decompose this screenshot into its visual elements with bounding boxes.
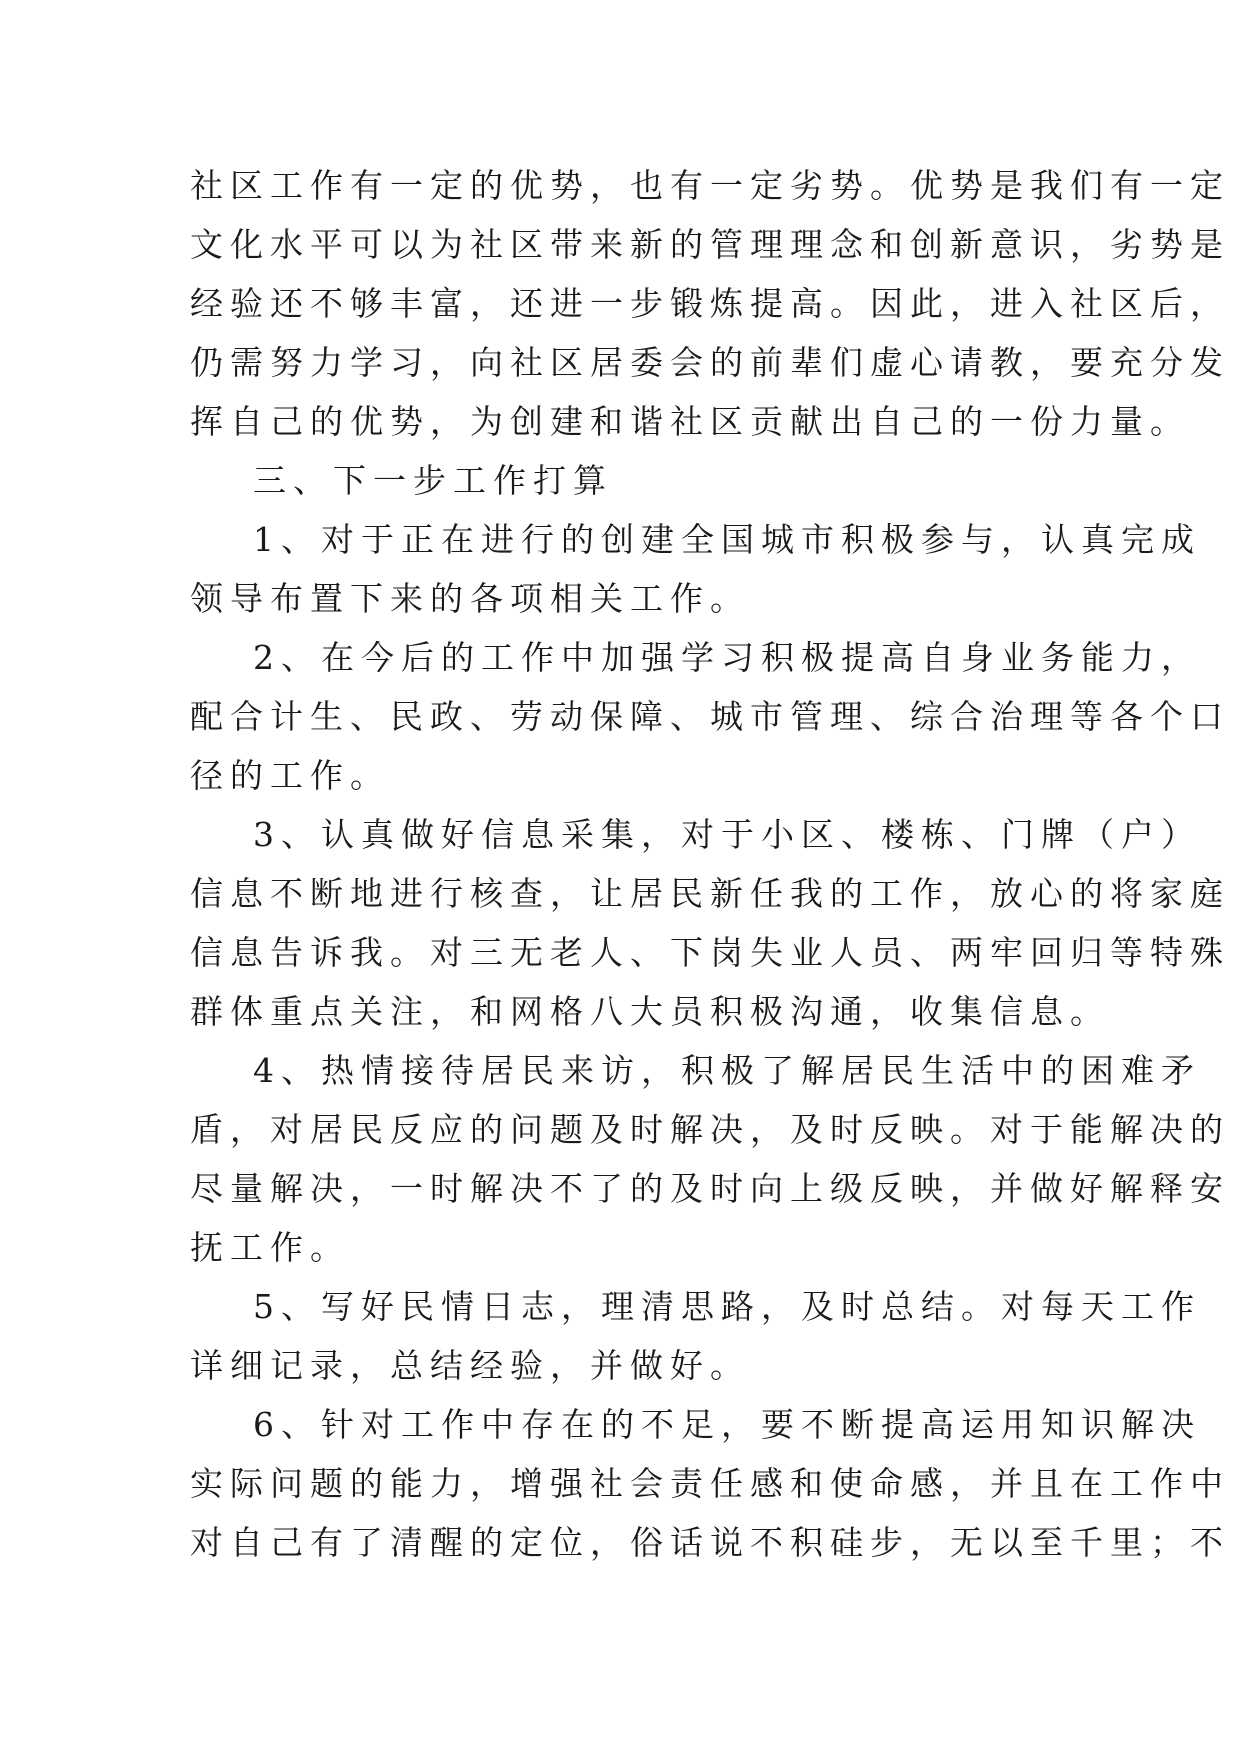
text-line: 信息不断地进行核查，让居民新任我的工作，放心的将家庭 [190, 874, 1230, 913]
text-line: 尽量解决，一时解决不了的及时向上级反映，并做好解释安 [190, 1169, 1230, 1208]
text-line: 抚工作。 [190, 1228, 350, 1267]
text-line: 社区工作有一定的优势，也有一定劣势。优势是我们有一定 [190, 166, 1230, 205]
text-line: 2、在今后的工作中加强学习积极提高自身业务能力， [253, 638, 1201, 677]
text-line: 配合计生、民政、劳动保障、城市管理、综合治理等各个口 [190, 697, 1230, 736]
text-line: 经验还不够丰富，还进一步锻炼提高。因此，进入社区后， [190, 284, 1230, 323]
text-line: 4、热情接待居民来访，积极了解居民生活中的困难矛 [253, 1051, 1201, 1090]
text-line: 1、对于正在进行的创建全国城市积极参与，认真完成 [253, 520, 1201, 559]
text-line: 6、针对工作中存在的不足，要不断提高运用知识解决 [253, 1405, 1201, 1444]
text-line: 群体重点关注，和网格八大员积极沟通，收集信息。 [190, 992, 1110, 1031]
document-body [190, 156, 1230, 1572]
text-line: 文化水平可以为社区带来新的管理理念和创新意识，劣势是 [190, 225, 1230, 264]
text-line: 盾，对居民反应的问题及时解决，及时反映。对于能解决的 [190, 1110, 1230, 1149]
text-line: 实际问题的能力，增强社会责任感和使命感，并且在工作中 [190, 1464, 1230, 1503]
text-line: 详细记录，总结经验，并做好。 [190, 1346, 750, 1385]
text-line: 仍需努力学习，向社区居委会的前辈们虚心请教，要充分发 [190, 343, 1230, 382]
text-line: 信息告诉我。对三无老人、下岗失业人员、两牢回归等特殊 [190, 933, 1230, 972]
text-line: 径的工作。 [190, 756, 390, 795]
text-line: 挥自己的优势，为创建和谐社区贡献出自己的一份力量。 [190, 402, 1190, 441]
text-line: 领导布置下来的各项相关工作。 [190, 579, 750, 618]
text-line: 对自己有了清醒的定位，俗话说不积硅步，无以至千里；不 [190, 1523, 1230, 1562]
text-line: 5、写好民情日志，理清思路，及时总结。对每天工作 [253, 1287, 1201, 1326]
text-line: 3、认真做好信息采集，对于小区、楼栋、门牌（户） [253, 815, 1201, 854]
text-line: 三、下一步工作打算 [253, 461, 613, 500]
